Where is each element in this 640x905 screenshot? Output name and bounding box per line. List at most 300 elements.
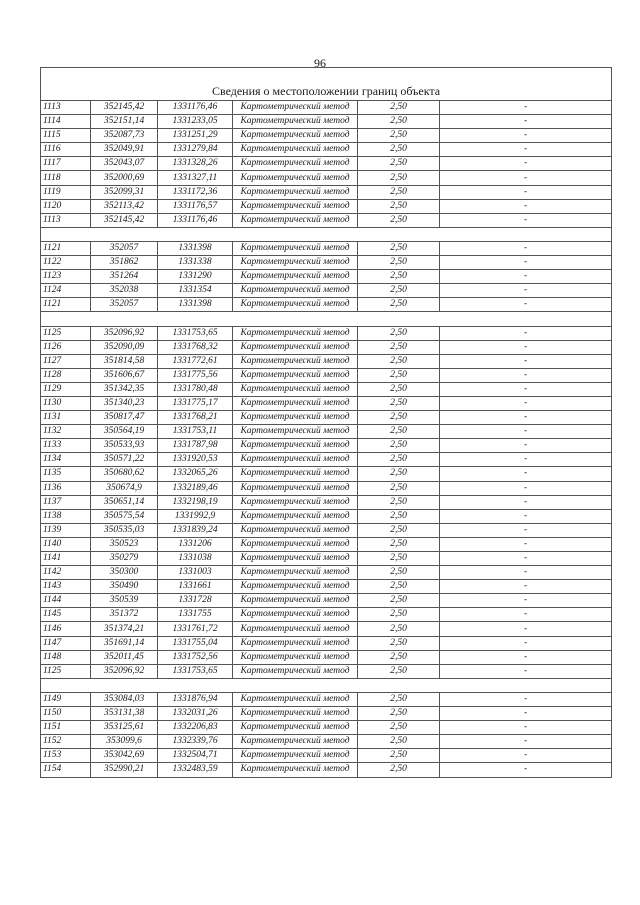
x-coordinate-cell: 352113,42: [91, 199, 158, 213]
point-number-cell: 1134: [41, 453, 91, 467]
x-coordinate-cell: 350575,54: [91, 509, 158, 523]
x-coordinate-cell: 350564,19: [91, 425, 158, 439]
table-row: [41, 749, 612, 763]
x-coordinate-cell: 351264: [91, 270, 158, 284]
description-cell: -: [440, 101, 612, 115]
description-cell: -: [440, 664, 612, 678]
point-number-cell: 1122: [41, 256, 91, 270]
accuracy-cell: 2,50: [358, 439, 440, 453]
accuracy-cell: 2,50: [358, 763, 440, 777]
table-row: [41, 721, 612, 735]
table-row: [41, 439, 612, 453]
point-number-cell: 1146: [41, 622, 91, 636]
y-coordinate-cell: 1331761,72: [158, 622, 233, 636]
y-coordinate-cell: 1331233,05: [158, 115, 233, 129]
point-number-cell: 1152: [41, 735, 91, 749]
table-row: [41, 213, 612, 227]
x-coordinate-cell: 351606,67: [91, 368, 158, 382]
y-coordinate-cell: 1331327,11: [158, 171, 233, 185]
method-cell: Картометрический метод: [233, 143, 358, 157]
y-coordinate-cell: 1331920,53: [158, 453, 233, 467]
point-number-cell: 1140: [41, 537, 91, 551]
method-cell: Картометрический метод: [233, 622, 358, 636]
x-coordinate-cell: 350571,22: [91, 453, 158, 467]
y-coordinate-cell: 1331338: [158, 256, 233, 270]
accuracy-cell: 2,50: [358, 368, 440, 382]
accuracy-cell: 2,50: [358, 241, 440, 255]
table-row: [41, 608, 612, 622]
y-coordinate-cell: 1331768,21: [158, 411, 233, 425]
method-cell: Картометрический метод: [233, 552, 358, 566]
point-number-cell: 1129: [41, 382, 91, 396]
y-coordinate-cell: 1331290: [158, 270, 233, 284]
accuracy-cell: 2,50: [358, 326, 440, 340]
table-row: [41, 199, 612, 213]
y-coordinate-cell: 1331038: [158, 552, 233, 566]
point-number-cell: 1118: [41, 171, 91, 185]
method-cell: Картометрический метод: [233, 636, 358, 650]
x-coordinate-cell: 352096,92: [91, 664, 158, 678]
point-number-cell: 1131: [41, 411, 91, 425]
method-cell: Картометрический метод: [233, 368, 358, 382]
accuracy-cell: 2,50: [358, 284, 440, 298]
method-cell: Картометрический метод: [233, 382, 358, 396]
x-coordinate-cell: 351374,21: [91, 622, 158, 636]
x-coordinate-cell: 352090,09: [91, 340, 158, 354]
method-cell: Картометрический метод: [233, 481, 358, 495]
x-coordinate-cell: 350674,9: [91, 481, 158, 495]
accuracy-cell: 2,50: [358, 495, 440, 509]
point-number-cell: 1136: [41, 481, 91, 495]
y-coordinate-cell: 1331172,36: [158, 185, 233, 199]
x-coordinate-cell: 352011,45: [91, 650, 158, 664]
table-row: [41, 594, 612, 608]
method-cell: Картометрический метод: [233, 608, 358, 622]
point-number-cell: 1139: [41, 523, 91, 537]
y-coordinate-cell: 1331753,65: [158, 664, 233, 678]
method-cell: Картометрический метод: [233, 396, 358, 410]
method-cell: Картометрический метод: [233, 270, 358, 284]
method-cell: Картометрический метод: [233, 580, 358, 594]
accuracy-cell: 2,50: [358, 594, 440, 608]
accuracy-cell: 2,50: [358, 523, 440, 537]
table-row: [41, 495, 612, 509]
x-coordinate-cell: 352096,92: [91, 326, 158, 340]
description-cell: -: [440, 129, 612, 143]
x-coordinate-cell: 351814,58: [91, 354, 158, 368]
description-cell: -: [440, 692, 612, 706]
accuracy-cell: 2,50: [358, 115, 440, 129]
description-cell: -: [440, 439, 612, 453]
x-coordinate-cell: 352990,21: [91, 763, 158, 777]
point-number-cell: 1114: [41, 115, 91, 129]
point-number-cell: 1125: [41, 664, 91, 678]
method-cell: Картометрический метод: [233, 101, 358, 115]
description-cell: -: [440, 143, 612, 157]
point-number-cell: 1120: [41, 199, 91, 213]
y-coordinate-cell: 1331206: [158, 537, 233, 551]
method-cell: Картометрический метод: [233, 340, 358, 354]
point-number-cell: 1121: [41, 298, 91, 312]
method-cell: Картометрический метод: [233, 467, 358, 481]
accuracy-cell: 2,50: [358, 171, 440, 185]
method-cell: Картометрический метод: [233, 650, 358, 664]
description-cell: -: [440, 763, 612, 777]
x-coordinate-cell: 353125,61: [91, 721, 158, 735]
x-coordinate-cell: 351340,23: [91, 396, 158, 410]
description-cell: -: [440, 157, 612, 171]
table-row: [41, 580, 612, 594]
y-coordinate-cell: 1331755,04: [158, 636, 233, 650]
description-cell: -: [440, 411, 612, 425]
x-coordinate-cell: 350523: [91, 537, 158, 551]
y-coordinate-cell: 1331279,84: [158, 143, 233, 157]
method-cell: Картометрический метод: [233, 495, 358, 509]
accuracy-cell: 2,50: [358, 256, 440, 270]
description-cell: -: [440, 354, 612, 368]
table-row: [41, 382, 612, 396]
y-coordinate-cell: 1331176,57: [158, 199, 233, 213]
y-coordinate-cell: 1332339,76: [158, 735, 233, 749]
point-number-cell: 1133: [41, 439, 91, 453]
accuracy-cell: 2,50: [358, 636, 440, 650]
table-row: [41, 396, 612, 410]
table-row: [41, 425, 612, 439]
y-coordinate-cell: 1331398: [158, 298, 233, 312]
y-coordinate-cell: 1331876,94: [158, 692, 233, 706]
point-number-cell: 1153: [41, 749, 91, 763]
x-coordinate-cell: 353084,03: [91, 692, 158, 706]
point-number-cell: 1128: [41, 368, 91, 382]
table-row: [41, 664, 612, 678]
description-cell: -: [440, 284, 612, 298]
method-cell: Картометрический метод: [233, 707, 358, 721]
point-number-cell: 1150: [41, 707, 91, 721]
table-row: [41, 354, 612, 368]
accuracy-cell: 2,50: [358, 566, 440, 580]
accuracy-cell: 2,50: [358, 185, 440, 199]
description-cell: -: [440, 171, 612, 185]
accuracy-cell: 2,50: [358, 340, 440, 354]
method-cell: Картометрический метод: [233, 721, 358, 735]
description-cell: -: [440, 495, 612, 509]
table-row: [41, 115, 612, 129]
description-cell: -: [440, 523, 612, 537]
y-coordinate-cell: 1331752,56: [158, 650, 233, 664]
blank-cell: [41, 678, 612, 692]
point-number-cell: 1130: [41, 396, 91, 410]
x-coordinate-cell: 352151,14: [91, 115, 158, 129]
description-cell: -: [440, 749, 612, 763]
blank-cell: [41, 227, 612, 241]
accuracy-cell: 2,50: [358, 580, 440, 594]
x-coordinate-cell: 350279: [91, 552, 158, 566]
description-cell: -: [440, 481, 612, 495]
description-cell: -: [440, 636, 612, 650]
y-coordinate-cell: 1332206,83: [158, 721, 233, 735]
group-separator-row: [41, 227, 612, 241]
table-row: [41, 566, 612, 580]
y-coordinate-cell: 1332504,71: [158, 749, 233, 763]
table-row: [41, 692, 612, 706]
point-number-cell: 1113: [41, 101, 91, 115]
method-cell: Картометрический метод: [233, 537, 358, 551]
description-cell: -: [440, 213, 612, 227]
x-coordinate-cell: 351342,35: [91, 382, 158, 396]
description-cell: -: [440, 608, 612, 622]
accuracy-cell: 2,50: [358, 213, 440, 227]
table-row: [41, 537, 612, 551]
y-coordinate-cell: 1331753,65: [158, 326, 233, 340]
accuracy-cell: 2,50: [358, 749, 440, 763]
point-number-cell: 1137: [41, 495, 91, 509]
point-number-cell: 1135: [41, 467, 91, 481]
x-coordinate-cell: 353131,38: [91, 707, 158, 721]
table-row: [41, 411, 612, 425]
method-cell: Картометрический метод: [233, 439, 358, 453]
table-row: [41, 101, 612, 115]
boundary-coordinates-table: [40, 67, 612, 778]
method-cell: Картометрический метод: [233, 763, 358, 777]
point-number-cell: 1117: [41, 157, 91, 171]
x-coordinate-cell: 352099,31: [91, 185, 158, 199]
description-cell: -: [440, 396, 612, 410]
method-cell: Картометрический метод: [233, 453, 358, 467]
description-cell: -: [440, 241, 612, 255]
method-cell: Картометрический метод: [233, 735, 358, 749]
description-cell: -: [440, 552, 612, 566]
accuracy-cell: 2,50: [358, 425, 440, 439]
table-title-row: [41, 68, 612, 101]
table-row: [41, 763, 612, 777]
y-coordinate-cell: 1331328,26: [158, 157, 233, 171]
description-cell: -: [440, 721, 612, 735]
y-coordinate-cell: 1332031,26: [158, 707, 233, 721]
point-number-cell: 1138: [41, 509, 91, 523]
accuracy-cell: 2,50: [358, 735, 440, 749]
y-coordinate-cell: 1331661: [158, 580, 233, 594]
x-coordinate-cell: 350539: [91, 594, 158, 608]
description-cell: -: [440, 340, 612, 354]
description-cell: -: [440, 298, 612, 312]
method-cell: Картометрический метод: [233, 213, 358, 227]
point-number-cell: 1148: [41, 650, 91, 664]
point-number-cell: 1123: [41, 270, 91, 284]
description-cell: -: [440, 594, 612, 608]
method-cell: Картометрический метод: [233, 298, 358, 312]
accuracy-cell: 2,50: [358, 608, 440, 622]
table-row: [41, 453, 612, 467]
table-row: [41, 509, 612, 523]
x-coordinate-cell: 352145,42: [91, 101, 158, 115]
method-cell: Картометрический метод: [233, 354, 358, 368]
accuracy-cell: 2,50: [358, 157, 440, 171]
y-coordinate-cell: 1331787,98: [158, 439, 233, 453]
point-number-cell: 1115: [41, 129, 91, 143]
x-coordinate-cell: 352049,91: [91, 143, 158, 157]
description-cell: -: [440, 580, 612, 594]
x-coordinate-cell: 350817,47: [91, 411, 158, 425]
table-row: [41, 298, 612, 312]
y-coordinate-cell: 1332189,46: [158, 481, 233, 495]
description-cell: -: [440, 453, 612, 467]
x-coordinate-cell: 353042,69: [91, 749, 158, 763]
y-coordinate-cell: 1331251,29: [158, 129, 233, 143]
accuracy-cell: 2,50: [358, 467, 440, 481]
table-row: [41, 326, 612, 340]
y-coordinate-cell: 1331354: [158, 284, 233, 298]
method-cell: Картометрический метод: [233, 566, 358, 580]
y-coordinate-cell: 1331003: [158, 566, 233, 580]
x-coordinate-cell: 351691,14: [91, 636, 158, 650]
group-separator-row: [41, 678, 612, 692]
accuracy-cell: 2,50: [358, 664, 440, 678]
description-cell: -: [440, 509, 612, 523]
x-coordinate-cell: 352057: [91, 241, 158, 255]
table-row: [41, 256, 612, 270]
point-number-cell: 1119: [41, 185, 91, 199]
y-coordinate-cell: 1331398: [158, 241, 233, 255]
y-coordinate-cell: 1331755: [158, 608, 233, 622]
description-cell: -: [440, 566, 612, 580]
point-number-cell: 1124: [41, 284, 91, 298]
accuracy-cell: 2,50: [358, 143, 440, 157]
accuracy-cell: 2,50: [358, 692, 440, 706]
description-cell: -: [440, 270, 612, 284]
y-coordinate-cell: 1331839,24: [158, 523, 233, 537]
table-row: [41, 481, 612, 495]
table-row: [41, 241, 612, 255]
x-coordinate-cell: 352087,73: [91, 129, 158, 143]
description-cell: -: [440, 650, 612, 664]
point-number-cell: 1116: [41, 143, 91, 157]
x-coordinate-cell: 352043,07: [91, 157, 158, 171]
point-number-cell: 1113: [41, 213, 91, 227]
table-row: [41, 735, 612, 749]
x-coordinate-cell: 350651,14: [91, 495, 158, 509]
point-number-cell: 1121: [41, 241, 91, 255]
description-cell: -: [440, 622, 612, 636]
accuracy-cell: 2,50: [358, 298, 440, 312]
accuracy-cell: 2,50: [358, 622, 440, 636]
point-number-cell: 1132: [41, 425, 91, 439]
accuracy-cell: 2,50: [358, 354, 440, 368]
method-cell: Картометрический метод: [233, 171, 358, 185]
table-row: [41, 143, 612, 157]
accuracy-cell: 2,50: [358, 721, 440, 735]
y-coordinate-cell: 1331992,9: [158, 509, 233, 523]
description-cell: -: [440, 326, 612, 340]
point-number-cell: 1125: [41, 326, 91, 340]
x-coordinate-cell: 350533,93: [91, 439, 158, 453]
y-coordinate-cell: 1331753,11: [158, 425, 233, 439]
y-coordinate-cell: 1331780,48: [158, 382, 233, 396]
table-row: [41, 650, 612, 664]
accuracy-cell: 2,50: [358, 101, 440, 115]
point-number-cell: 1154: [41, 763, 91, 777]
method-cell: Картометрический метод: [233, 594, 358, 608]
description-cell: -: [440, 735, 612, 749]
page-number: 96: [314, 56, 326, 70]
description-cell: -: [440, 707, 612, 721]
x-coordinate-cell: 351862: [91, 256, 158, 270]
description-cell: -: [440, 467, 612, 481]
accuracy-cell: 2,50: [358, 411, 440, 425]
accuracy-cell: 2,50: [358, 270, 440, 284]
point-number-cell: 1141: [41, 552, 91, 566]
point-number-cell: 1149: [41, 692, 91, 706]
method-cell: Картометрический метод: [233, 411, 358, 425]
accuracy-cell: 2,50: [358, 537, 440, 551]
y-coordinate-cell: 1331728: [158, 594, 233, 608]
y-coordinate-cell: 1331176,46: [158, 101, 233, 115]
x-coordinate-cell: 350680,62: [91, 467, 158, 481]
method-cell: Картометрический метод: [233, 326, 358, 340]
point-number-cell: 1143: [41, 580, 91, 594]
table-row: [41, 185, 612, 199]
table-row: [41, 270, 612, 284]
method-cell: Картометрический метод: [233, 664, 358, 678]
table-row: [41, 636, 612, 650]
y-coordinate-cell: 1332198,19: [158, 495, 233, 509]
method-cell: Картометрический метод: [233, 129, 358, 143]
table-row: [41, 368, 612, 382]
y-coordinate-cell: 1331775,56: [158, 368, 233, 382]
point-number-cell: 1145: [41, 608, 91, 622]
method-cell: Картометрический метод: [233, 157, 358, 171]
method-cell: Картометрический метод: [233, 284, 358, 298]
x-coordinate-cell: 352057: [91, 298, 158, 312]
point-number-cell: 1151: [41, 721, 91, 735]
table-row: [41, 129, 612, 143]
description-cell: -: [440, 256, 612, 270]
description-cell: -: [440, 382, 612, 396]
method-cell: Картометрический метод: [233, 425, 358, 439]
method-cell: Картометрический метод: [233, 523, 358, 537]
table-row: [41, 707, 612, 721]
accuracy-cell: 2,50: [358, 382, 440, 396]
x-coordinate-cell: 351372: [91, 608, 158, 622]
description-cell: -: [440, 537, 612, 551]
description-cell: -: [440, 185, 612, 199]
table-row: [41, 340, 612, 354]
point-number-cell: 1147: [41, 636, 91, 650]
description-cell: -: [440, 425, 612, 439]
method-cell: Картометрический метод: [233, 692, 358, 706]
table-row: [41, 622, 612, 636]
y-coordinate-cell: 1331772,61: [158, 354, 233, 368]
method-cell: Картометрический метод: [233, 199, 358, 213]
accuracy-cell: 2,50: [358, 650, 440, 664]
y-coordinate-cell: 1332483,59: [158, 763, 233, 777]
y-coordinate-cell: 1331768,32: [158, 340, 233, 354]
x-coordinate-cell: 350490: [91, 580, 158, 594]
x-coordinate-cell: 350300: [91, 566, 158, 580]
x-coordinate-cell: 352145,42: [91, 213, 158, 227]
accuracy-cell: 2,50: [358, 199, 440, 213]
table-row: [41, 552, 612, 566]
table-title: Сведения о местоположении границ объекта: [41, 68, 612, 101]
accuracy-cell: 2,50: [358, 396, 440, 410]
x-coordinate-cell: 353099,6: [91, 735, 158, 749]
y-coordinate-cell: 1332065,26: [158, 467, 233, 481]
method-cell: Картометрический метод: [233, 241, 358, 255]
table-row: [41, 171, 612, 185]
method-cell: Картометрический метод: [233, 115, 358, 129]
x-coordinate-cell: 352000,69: [91, 171, 158, 185]
description-cell: -: [440, 199, 612, 213]
blank-cell: [41, 312, 612, 326]
